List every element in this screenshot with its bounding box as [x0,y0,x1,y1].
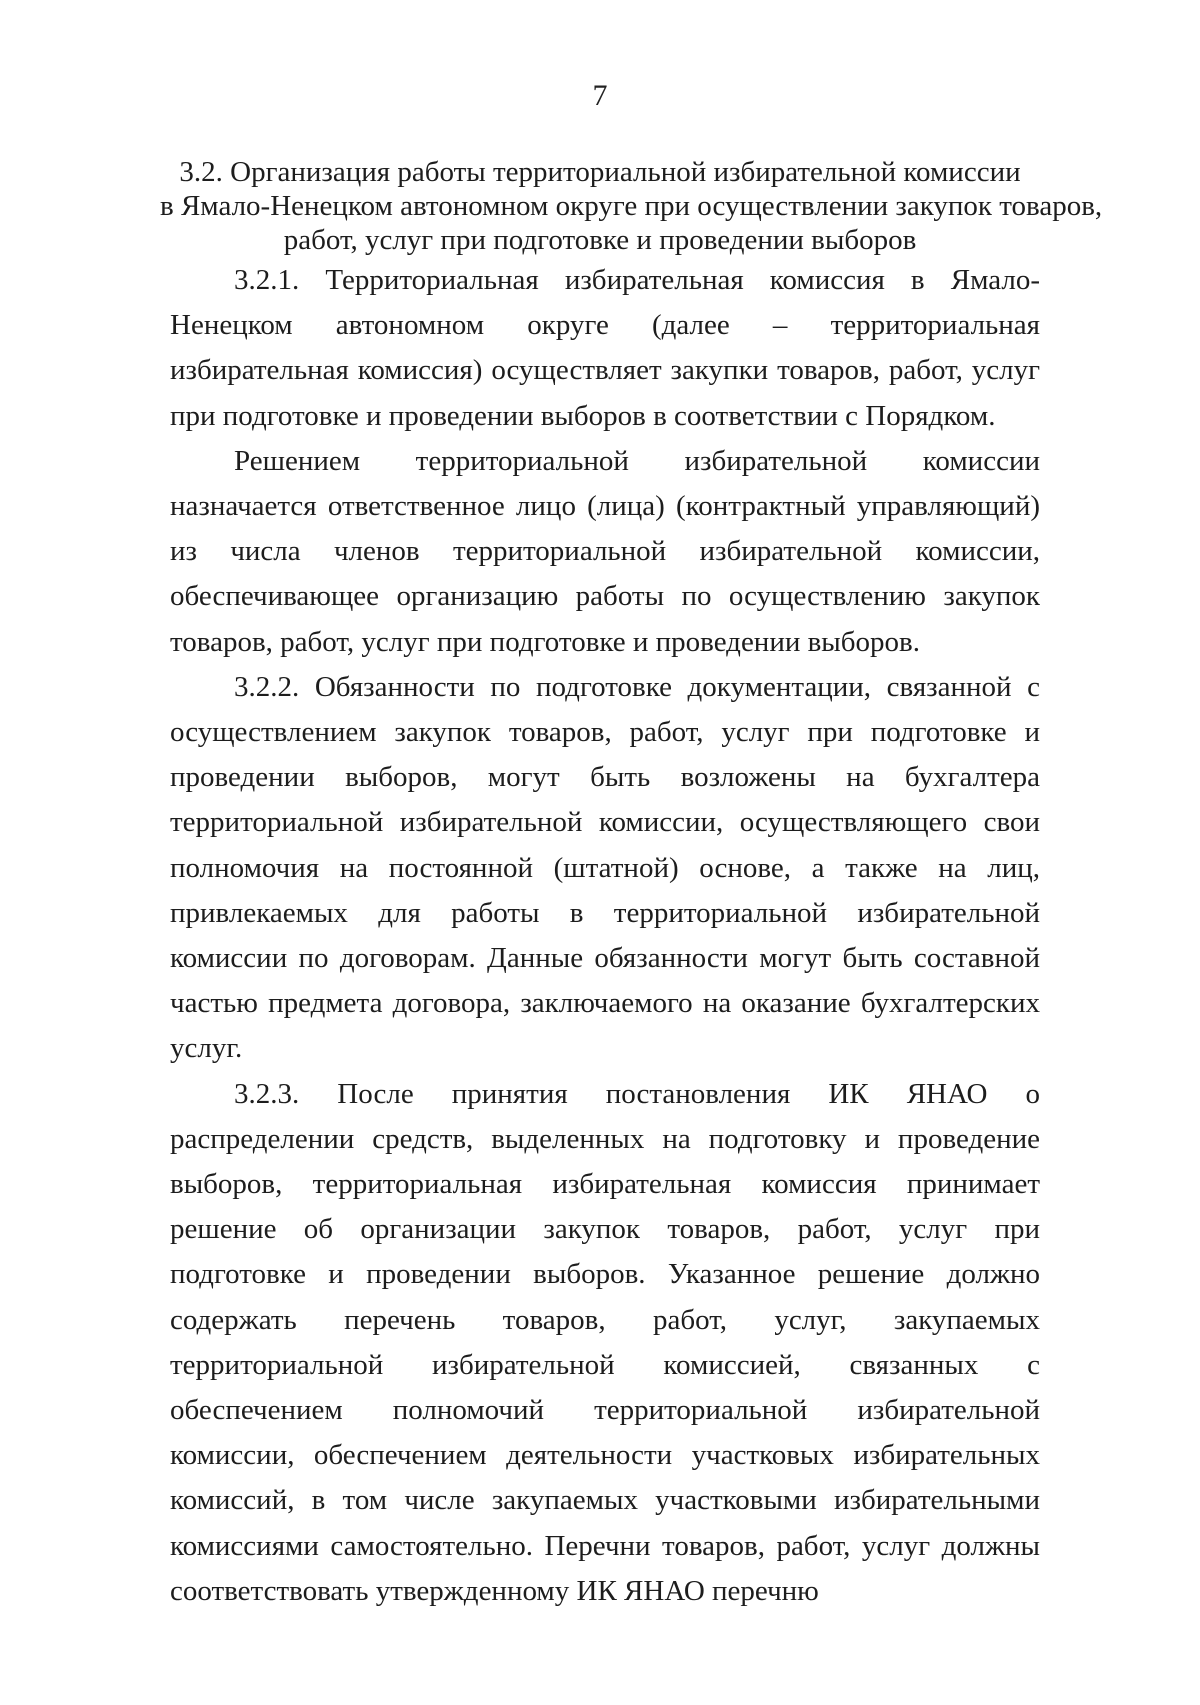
paragraph-3-2-3: 3.2.3. После принятия постановления ИК ЯНАО о распределении средств, выделенных на подготовку и проведение выборов, территориальная избирательная комиссия принимает решение об организации закупок товаров, работ, услуг при подготовке и проведении выборов. Указанное решение должно содержать перечень товаров, работ, услуг, закупаемых территориальной избирательной комиссией, связанных с обеспечением полномочий территориальной избирательной комиссии, обеспечением деятельности участковых избирательных комиссий, в том числе закупаемых участковыми избирательными комиссиями самостоятельно. Перечни товаров, работ, услуг должны соответствовать утвержденному ИК ЯНАО перечню [170,1077,1040,1607]
section-heading-line: работ, услуг при подготовке и проведении выборов [283,224,917,256]
section-heading [160,155,1103,257]
paragraph-3-2-1: 3.2.1. Территориальная избирательная комиссия в Ямало-Ненецком автономном округе (далее – территориальная избирательная комиссия) осуществляет закупки товаров, работ, услуг при подготовке и проведении выборов в соответствии с Порядком. [170,264,1040,432]
section-heading-line: 3.2. Организация работы территориальной избирательной комиссии [179,156,1021,188]
paragraph-responsible-person: Решением территориальной избирательной комиссии назначается ответственное лицо (лица) (контрактный управляющий) из числа членов территориальной избирательной комиссии, обеспечивающее организацию работы по осуществлению закупок товаров, работ, услуг при подготовке и проведении выборов. [170,444,1040,658]
page-number: 7 [592,79,608,112]
section-heading-line: в Ямало-Ненецком автономном округе при осуществлении закупок товаров, [160,190,1103,222]
paragraph-3-2-2: 3.2.2. Обязанности по подготовке документации, связанной с осуществлением закупок товаров, работ, услуг при подготовке и проведении выборов, могут быть возложены на бухгалтера территориальной избирательной комиссии, осуществляющего свои полномочия на постоянной (штатной) основе, а также на лиц, привлекаемых для работы в территориальной избирательной комиссии по договорам. Данные обязанности могут быть составной частью предмета договора, заключаемого на оказание бухгалтерских услуг. [170,670,1040,1065]
document-body [170,258,1040,1614]
